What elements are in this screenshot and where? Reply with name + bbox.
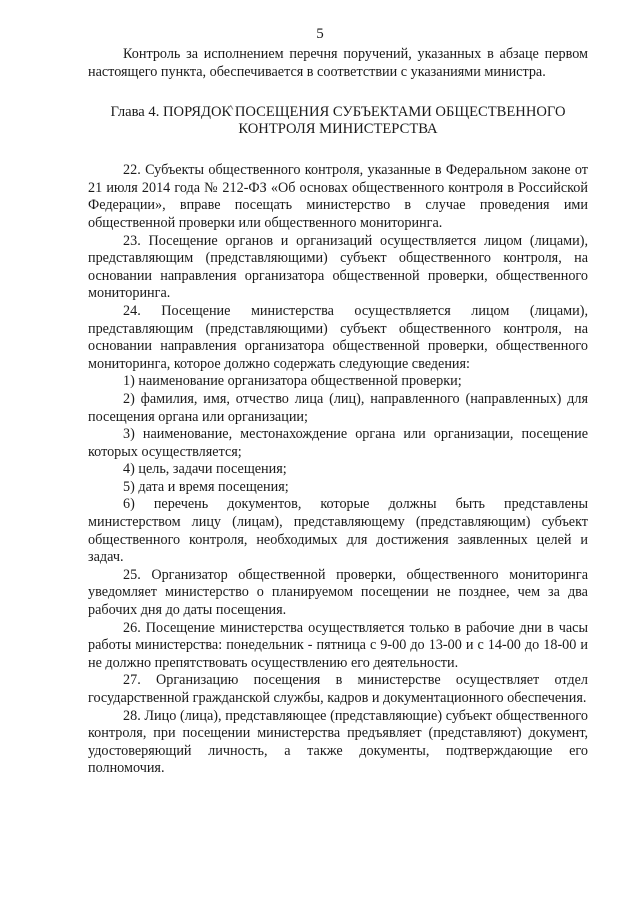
paragraph-23: 23. Посещение органов и организаций осуществляется лицом (лицами), представляющим (представляющими) субъект общественного контроля, на основании направления организатора общественной проверки, общественного мониторинга. — [88, 232, 588, 302]
paragraph-25: 25. Организатор общественной проверки, общественного мониторинга уведомляет министерство о планируемом посещении не позднее, чем за два рабочих дня до даты посещения. — [88, 566, 588, 619]
paragraph-24-item-5: 5) дата и время посещения; — [123, 478, 289, 495]
paragraph-24: 24. Посещение министерства осуществляется лицом (лицами), представляющим (представляющими) субъект общественного контроля, на основании направления организатора общественной проверки, общественного мониторинга, которое должно содержать следующие сведения: — [88, 302, 588, 372]
paragraph-26: 26. Посещение министерства осуществляется только в рабочие дни в часы работы министерства: понедельник - пятница с 9-00 до 13-00 и с 14-00 до 18-00 и не должно препятствовать осуществлению его деятельности. — [88, 619, 588, 671]
paragraph-24-item-6: 6) перечень документов, которые должны быть представлены министерством лицу (лицам), представляющему (представляющим) субъект общественного контроля, необходимых для достижения заявленных целей и задач. — [88, 496, 588, 566]
page-number: 5 — [316, 26, 324, 42]
paragraph-24-item-2: 2) фамилия, имя, отчество лица (лиц), направленного (направленных) для посещения органа или организации; — [88, 390, 588, 425]
paragraph-24-item-1: 1) наименование организатора общественной проверки; — [123, 373, 462, 390]
paragraph-22: 22. Субъекты общественного контроля, указанные в Федеральном законе от 21 июля 2014 года № 212-ФЗ «Об основах общественного контроля в Российской Федерации», вправе посещать министерство в случае проведения ими общественной проверки или общественного мониторинга. — [88, 162, 588, 231]
paragraph-27: 27. Организацию посещения в министерстве осуществляет отдел государственной гражданской службы, кадров и документационного обеспечения. — [88, 672, 588, 706]
chapter-heading-line-2: КОНТРОЛЯ МИНИСТЕРСТВА — [238, 121, 438, 138]
intro-paragraph: Контроль за исполнением перечня поручений, указанных в абзаце первом настоящего пункта, обеспечивается в соответствии с указаниями министра. — [88, 46, 588, 80]
chapter-heading — [88, 104, 588, 138]
document-body — [88, 46, 588, 778]
paragraph-24-item-4: 4) цель, задачи посещения; — [123, 461, 287, 478]
paragraph-24-item-3: 3) наименование, местонахождение органа или организации, посещение которых осуществляется; — [88, 426, 588, 460]
paragraph-28: 28. Лицо (лица), представляющее (представляющие) субъект общественного контроля, при посещении министерства предъявляет (представляют) документ, удостоверяющий личность, а также документы, подтверждающие его полномочия. — [88, 707, 588, 777]
chapter-heading-line-1: Глава 4. ПОРЯДОК ПОСЕЩЕНИЯ СУБЪЕКТАМИ ОБЩЕСТВЕННОГО — [110, 104, 566, 121]
